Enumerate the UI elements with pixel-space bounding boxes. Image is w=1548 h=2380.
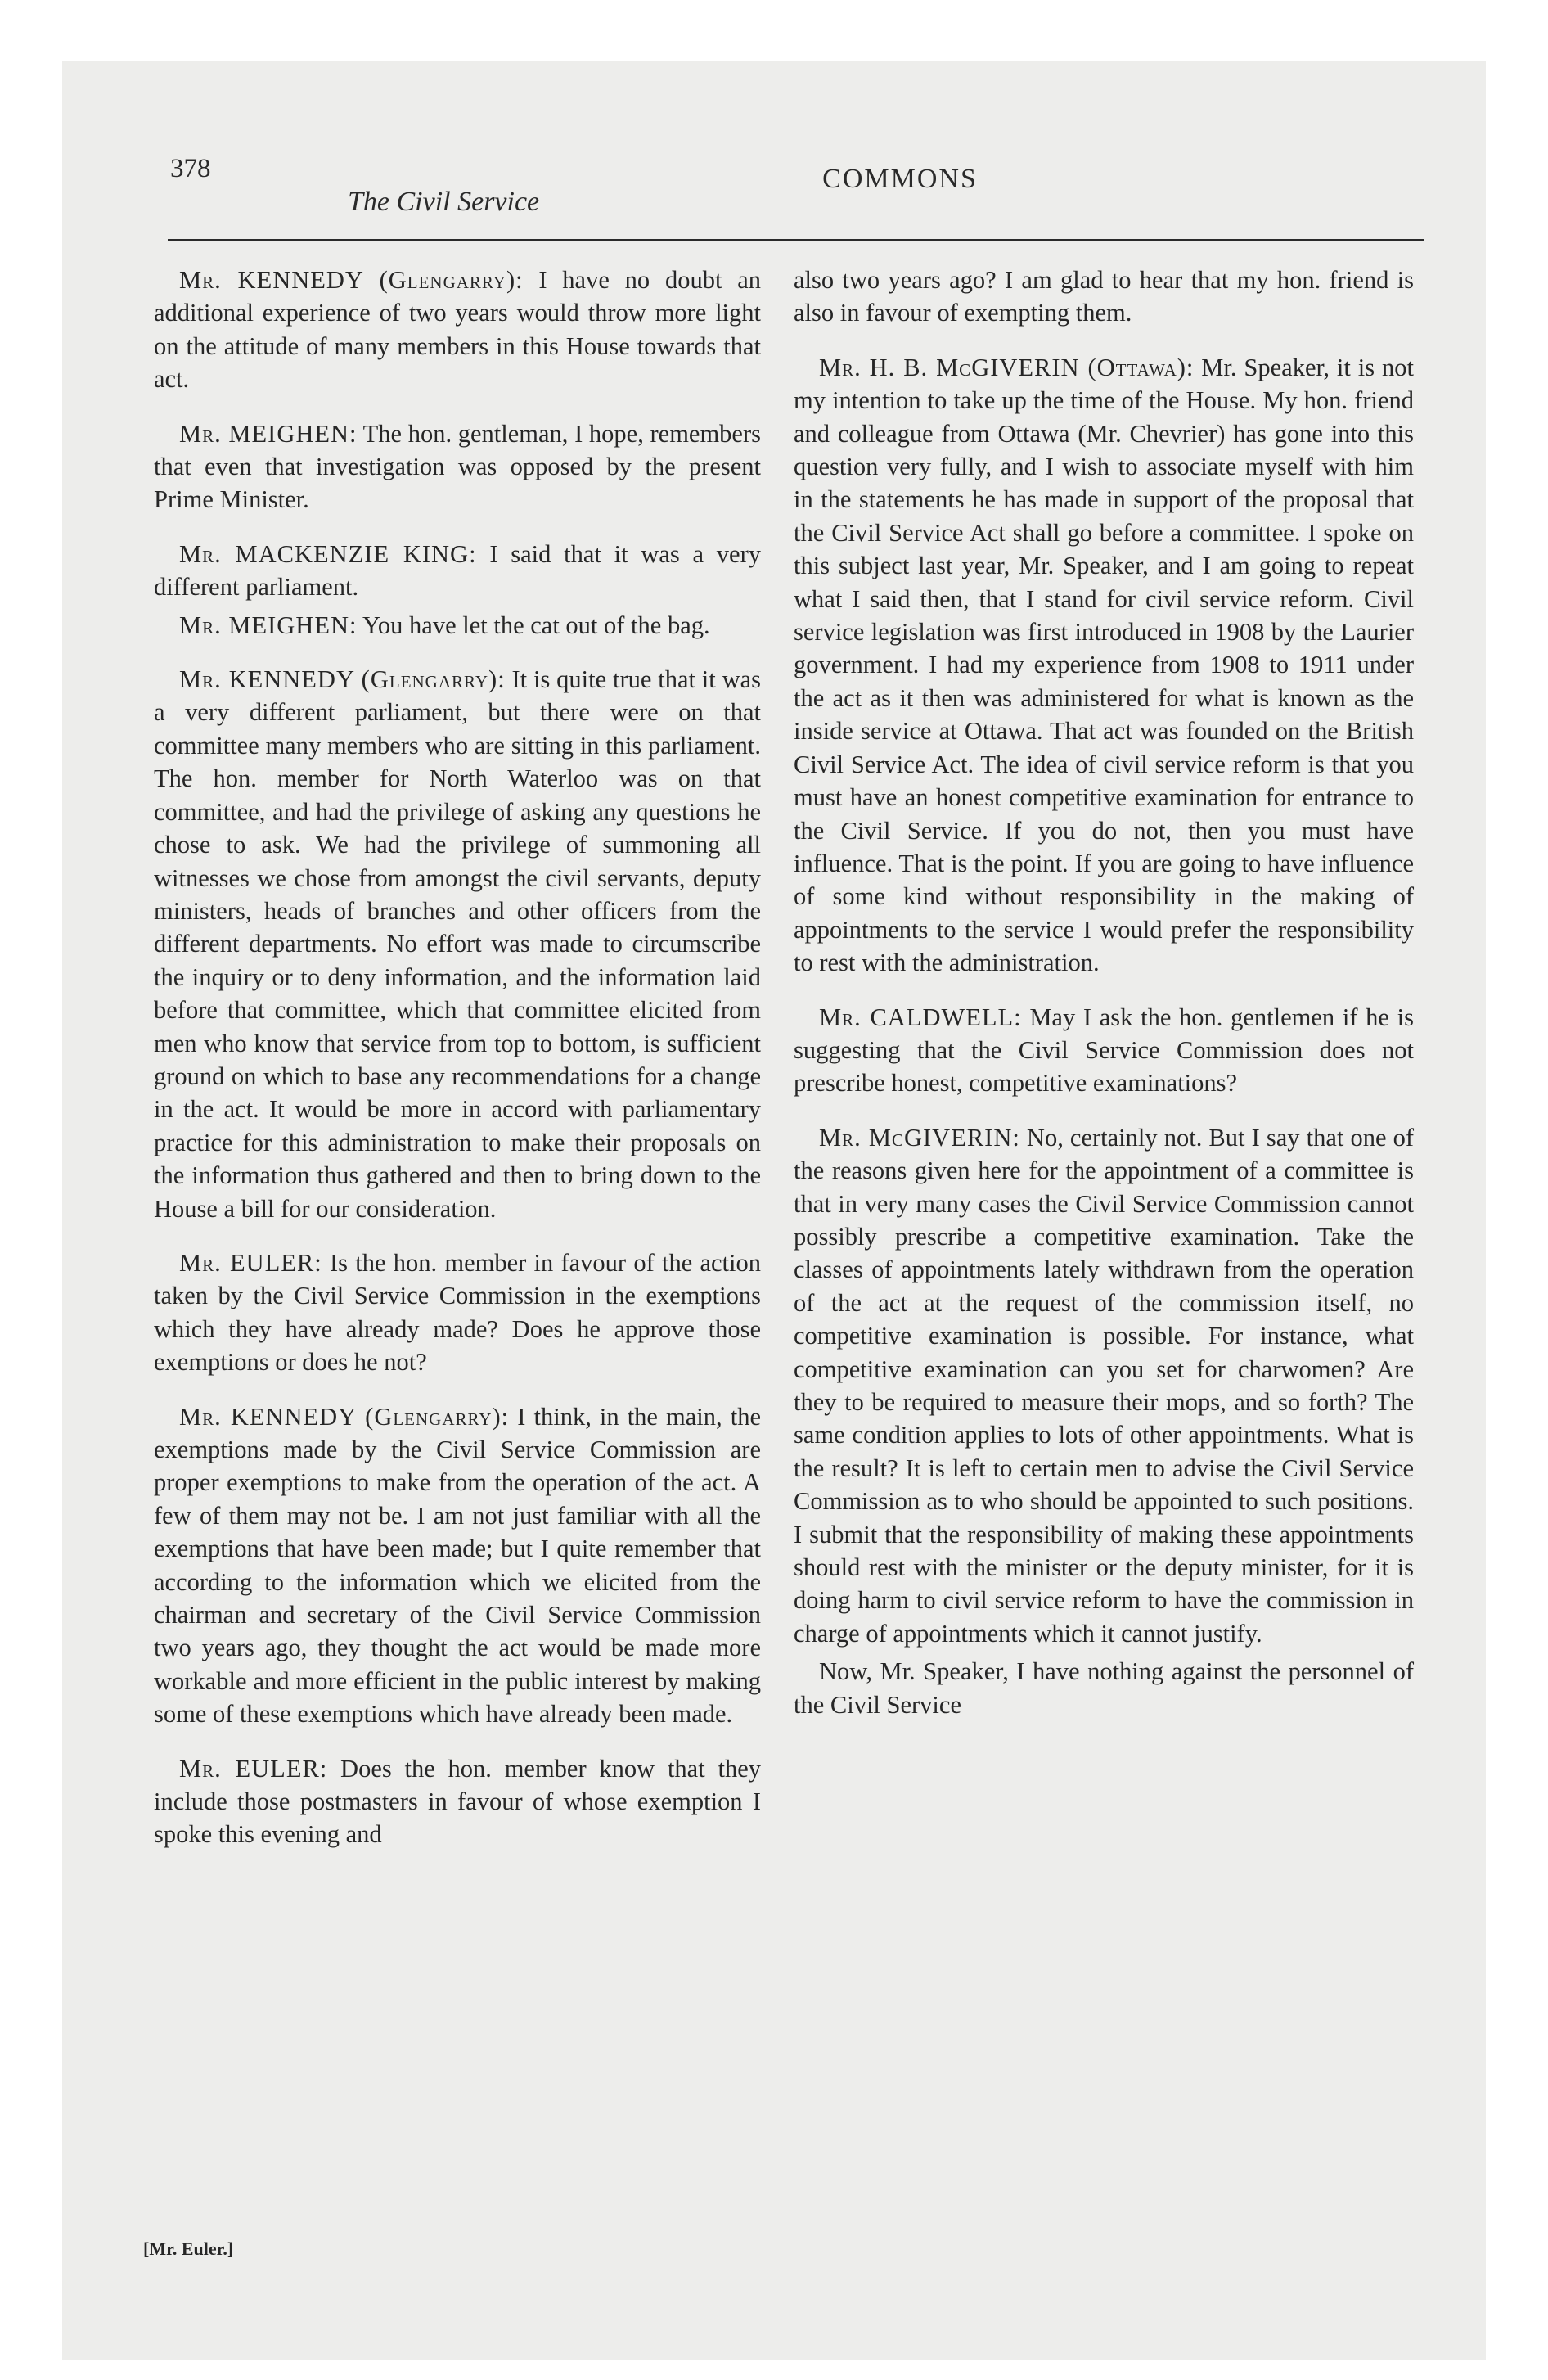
speaker-name: Mr. KENNEDY (Glengarry): [179, 266, 524, 294]
paragraph [154, 1246, 761, 1379]
speaker-name: Mr. KENNEDY (Glengarry): [179, 665, 506, 694]
speaker-name: Mr. EULER: [179, 1248, 322, 1277]
speech-text: Now, Mr. Speaker, I have nothing against the personnel of the Civil Service [794, 1657, 1414, 1719]
speaker-name: Mr. MACKENZIE KING: [179, 539, 477, 568]
paragraph [154, 1400, 761, 1731]
paragraph [154, 417, 761, 516]
paragraph [154, 1752, 761, 1851]
speech-text: Is the hon. member in favour of the action taken by the Civil Service Commission in the exemptions which they have already made? Does he approve those exemptions or does he not? [154, 1248, 761, 1377]
speaker-name: Mr. EULER: [179, 1754, 328, 1783]
speech-text: Mr. Speaker, it is not my intention to take up the time of the House. My hon. friend and colleague from Ottawa (Mr. Chevrier) has gone into this question very fully, and I wish to associate myself with him in the statements he has made in support of the proposal that the Civil Service Act shall go before a committee. I spoke on this subject last year, Mr. Speaker, and I am going to repeat what I said then, that I stand for civil service reform. Civil service legislation was first introduced in 1908 by the Laurier government. I had my experience from 1908 to 1911 under the act as it then was administered for what is known as the inside service at Ottawa. That act was founded on the British Civil Service Act. The idea of civil service reform is that you must have an honest competitive examination for entrance to the Civil Service. If you do not, then you must have influence. That is the point. If you are going to have influence of some kind without responsibility in the making of appointments to the service I would prefer the responsibility to rest with the administration. [794, 353, 1414, 977]
running-head: COMMONS [822, 164, 978, 194]
footer-reference: [Mr. Euler.] [143, 2238, 234, 2259]
speech-text: Does the hon. member know that they include those postmasters in favour of whose exemption I spoke this evening and [154, 1754, 761, 1849]
speaker-name: Mr. H. B. McGIVERIN (Ottawa): [819, 353, 1195, 381]
paragraph [794, 264, 1414, 330]
speaker-name: Mr. KENNEDY (Glengarry): [179, 1402, 510, 1431]
speaker-name: Mr. MEIGHEN: [179, 611, 358, 639]
speech-text: I have no doubt an additional experience of two years would throw more light on the attitude of many members in this House towards that act. [154, 266, 761, 394]
speech-text: also two years ago? I am glad to hear that my hon. friend is also in favour of exempting them. [794, 266, 1414, 327]
speech-text: You have let the cat out of the bag. [357, 611, 710, 639]
speaker-name: Mr. McGIVERIN: [819, 1123, 1020, 1152]
speech-text: May I ask the hon. gentlemen if he is suggesting that the Civil Service Commission does not prescribe honest, competitive examinations? [794, 1003, 1414, 1098]
speech-text: I said that it was a very different parliament. [154, 539, 761, 602]
speech-text: It is quite true that it was a very different parliament, but there were on that committee many members who are sitting in this parliament. The hon. member for North Waterloo was on that committee, and had the privilege of asking any questions he chose to ask. We had the privilege of summoning all witnesses we chose from amongst the civil servants, deputy ministers, heads of branches and other officers from the different departments. No effort was made to circumscribe the inquiry or to deny information, and the information laid before that committee, which that committee elicited from men who know that service from top to bottom, is sufficient ground on which to base any recommendations for a change in the act. It would be more in accord with parliamentary practice for this administration to make their proposals on the information thus gathered and then to bring down to the House a bill for our consideration. [154, 665, 761, 1223]
paragraph [154, 264, 761, 396]
paragraph [154, 663, 761, 1225]
speech-text: I think, in the main, the exemptions made by the Civil Service Commission are proper exemptions to make from the operation of the act. A few of them may not be. I am not just familiar with all the exemptions that have been made; but I quite remember that according to the information which we elicited from the chairman and secretary of the Civil Service Commission two years ago, they thought the act would be made more workable and more efficient in the public interest by making some of these exemptions which have already been made. [154, 1402, 761, 1729]
header-rule [168, 239, 1424, 241]
page-number: 378 [170, 154, 211, 183]
right-column [794, 264, 1414, 1742]
speaker-name: Mr. CALDWELL: [819, 1003, 1022, 1031]
speech-text: The hon. gentleman, I hope, remembers that even that investigation was opposed by the present Prime Minister. [154, 419, 761, 514]
paragraph [794, 1001, 1414, 1100]
speech-text: No, certainly not. But I say that one of the reasons given here for the appointment of a committee is that in very many cases the Civil Service Commission cannot possibly prescribe a competitive examination. Take the classes of appointments lately withdrawn from the operation of the act at the request of the commission itself, no competitive examination is possible. For instance, what competitive examination can you set for charwomen? Are they to be required to measure their mops, and so forth? The same condition applies to lots of other appointments. What is the result? It is left to certain men to advise the Civil Service Commission as to who should be appointed to such positions. I submit that the responsibility of making these appointments should rest with the minister or the deputy minister, for it is doing harm to civil service reform to have the commission in charge of appointments which it cannot justify. [794, 1123, 1414, 1648]
paragraph [154, 538, 761, 604]
paragraph [154, 609, 761, 642]
paragraph [794, 351, 1414, 980]
left-column [154, 264, 761, 1873]
speaker-name: Mr. MEIGHEN: [179, 419, 358, 448]
section-title: The Civil Service [348, 187, 540, 217]
paragraph [794, 1655, 1414, 1721]
paragraph [794, 1121, 1414, 1651]
